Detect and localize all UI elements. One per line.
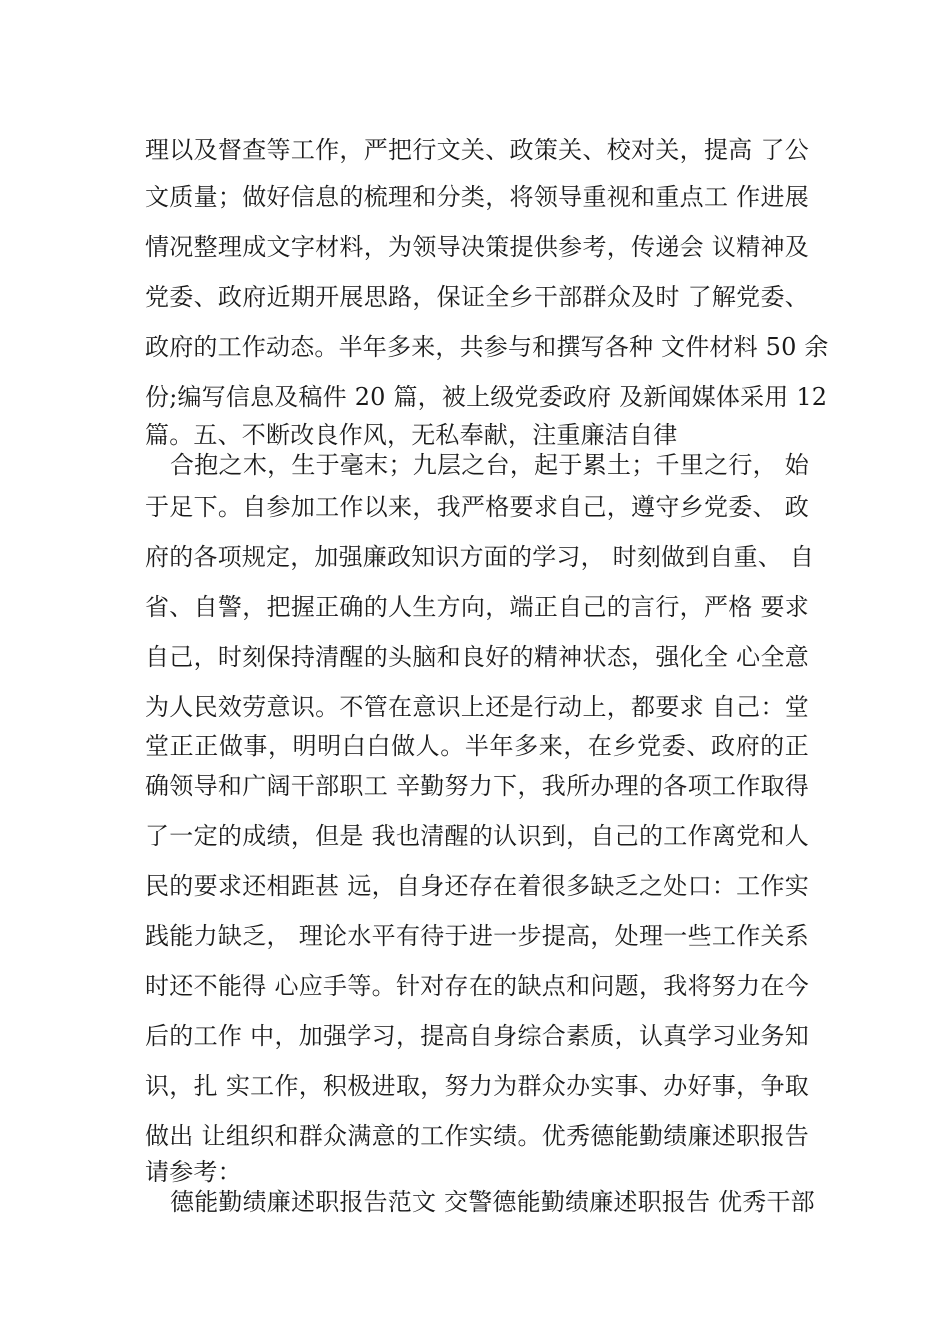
text-line: 了一定的成绩，但是 我也清醒的认识到，自己的工作离党和人 xyxy=(145,822,809,850)
text-line: 后的工作 中，加强学习，提高自身综合素质，认真学习业务知 xyxy=(145,1022,809,1050)
text-line: 自己，时刻保持清醒的头脑和良好的精神状态，强化全 心全意 xyxy=(145,643,809,671)
text-line: 请参考： xyxy=(145,1158,242,1186)
text-line: 德能勤绩廉述职报告范文 交警德能勤绩廉述职报告 优秀干部 xyxy=(170,1188,815,1216)
text-line: 践能力缺乏， 理论水平有待于进一步提高，处理一些工作关系 xyxy=(145,922,809,950)
text-line: 情况整理成文字材料，为领导决策提供参考，传递会 议精神及 xyxy=(145,233,809,261)
text-line: 文质量；做好信息的梳理和分类，将领导重视和重点工 作进展 xyxy=(145,183,809,211)
text-line: 于足下。自参加工作以来，我严格要求自己，遵守乡党委、 政 xyxy=(145,493,809,521)
text-line: 确领导和广阔干部职工 辛勤努力下，我所办理的各项工作取得 xyxy=(145,772,809,800)
text-line: 省、自警，把握正确的人生方向，端正自己的言行，严格 要求 xyxy=(145,593,809,621)
text-line: 民的要求还相距甚 远，自身还存在着很多缺乏之处口：工作实 xyxy=(145,872,809,900)
text-line: 府的各项规定，加强廉政知识方面的学习， 时刻做到自重、 自 xyxy=(145,543,815,571)
section-heading: 篇。五、不断改良作风，无私奉献，注重廉洁自律 xyxy=(145,421,678,449)
text-line: 堂正正做事，明明白白做人。半年多来，在乡党委、政府的正 xyxy=(145,732,809,760)
text-line: 党委、政府近期开展思路，保证全乡干部群众及时 了解党委、 xyxy=(145,283,809,311)
text-line: 政府的工作动态。半年多来，共参与和撰写各种 文件材料 50 余 xyxy=(145,333,829,361)
text-line: 理以及督查等工作，严把行文关、政策关、校对关，提高 了公 xyxy=(145,136,809,164)
text-line: 时还不能得 心应手等。针对存在的缺点和问题，我将努力在今 xyxy=(145,972,809,1000)
text-line: 识，扎 实工作，积极进取，努力为群众办实事、办好事，争取 xyxy=(145,1072,809,1100)
text-line: 做出 让组织和群众满意的工作实绩。优秀德能勤绩廉述职报告 xyxy=(145,1122,809,1150)
text-line: 合抱之木，生于毫末；九层之台，起于累土；千里之行， 始 xyxy=(170,451,809,479)
text-line: 为人民效劳意识。不管在意识上还是行动上，都要求 自己：堂 xyxy=(145,693,809,721)
text-line: 份;编写信息及稿件 20 篇，被上级党委政府 及新闻媒体采用 12 xyxy=(145,383,828,411)
